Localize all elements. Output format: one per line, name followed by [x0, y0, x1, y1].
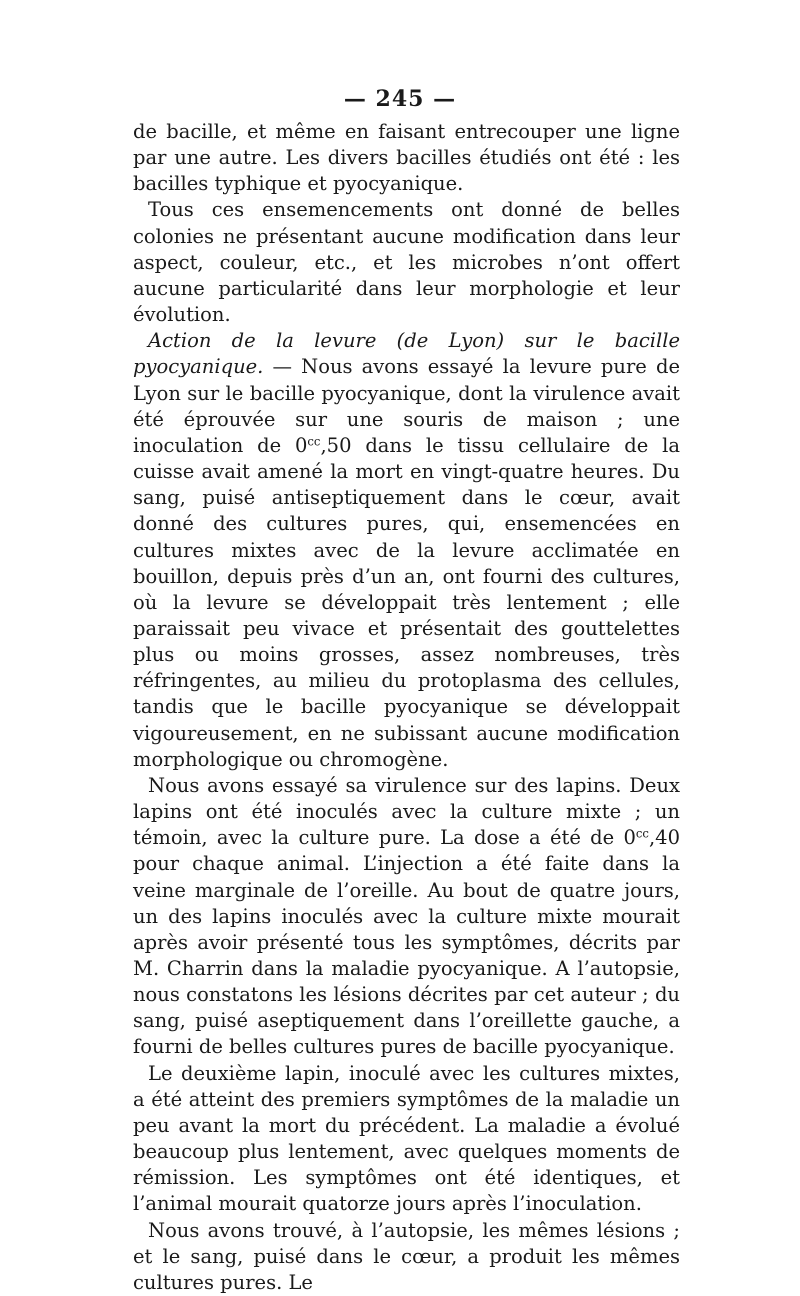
cc-unit: cc	[635, 826, 649, 841]
paragraph-2: Tous ces ensemencements ont donné de belles colonies ne présentant aucune modification dans leur aspect, couleur, etc., et les microbes n’ont offert aucune particularité dans leur morphologie et leur évolution.	[133, 198, 680, 327]
paragraph-1: de bacille, et même en faisant entrecouper une ligne par une autre. Les divers bacilles étudiés ont été : les bacilles typhique et pyocyanique.	[133, 120, 680, 196]
paragraph-3-text-a: — Nous avons essayé la levure pure de Lyon sur le bacille pyocyanique, dont la virulence avait été éprouvée sur une souris de maison ; une inoculation de 0	[133, 355, 680, 457]
paragraph-4-text-a: Nous avons essayé sa virulence sur des lapins. Deux lapins ont été inoculés avec la culture mixte ; un témoin, avec la culture pure. La dose a été de 0	[133, 773, 680, 850]
paragraph-6: Nous avons trouvé, à l’autopsie, les mêmes lésions ; et le sang, puisé dans le cœur, a produit les mêmes cultures pures. Le	[133, 1218, 680, 1294]
paragraph-3	[133, 328, 680, 773]
paragraph-5: Le deuxième lapin, inoculé avec les cultures mixtes, a été atteint des premiers symptômes de la maladie un peu avant la mort du précédent. La maladie a évolué beaucoup plus lentement, avec quelques moments de rémission. Les symptômes ont été identiques, et l’animal mourait quatorze jours après l’inoculation.	[133, 1061, 680, 1216]
paragraph-4	[133, 773, 680, 1061]
page-body	[133, 119, 680, 1296]
section-heading: Action de la levure (de Lyon) sur le bacille pyocyanique.	[133, 329, 680, 379]
page-number: — 245 —	[343, 86, 457, 112]
paragraph-4-text-b: ,40 pour chaque animal. L’injection a été faite dans la veine marginale de l’oreille. Au bout de quatre jours, un des lapins inoculés avec la culture mixte mourait après avoir présenté tous les symptômes, décrits par M. Charrin dans la maladie pyocyanique. A l’autopsie, nous constatons les lésions décrites par cet auteur ; du sang, puisé aseptiquement dans l’oreillette gauche, a fourni de belles cultures pures de bacille pyocyanique.	[133, 826, 680, 1059]
paragraph-3-text-b: ,50 dans le tissu cellulaire de la cuisse avait amené la mort en vingt-quatre heures. Du sang, puisé antiseptiquement dans le cœur, avait donné des cultures pures, qui, ensemencées en cultures mixtes avec de la levure acclimatée en bouillon, depuis près d’un an, ont fourni des cultures, où la levure se développait très lentement ; elle paraissait peu vivace et présentait des gouttelettes plus ou moins grosses, assez nombreuses, très réfringentes, au milieu du protoplasma des cellules, tandis que le bacille pyocyanique se développait vigoureusement, en ne subissant aucune modification morphologique ou chromogène.	[133, 433, 680, 771]
cc-unit: cc	[307, 434, 321, 449]
